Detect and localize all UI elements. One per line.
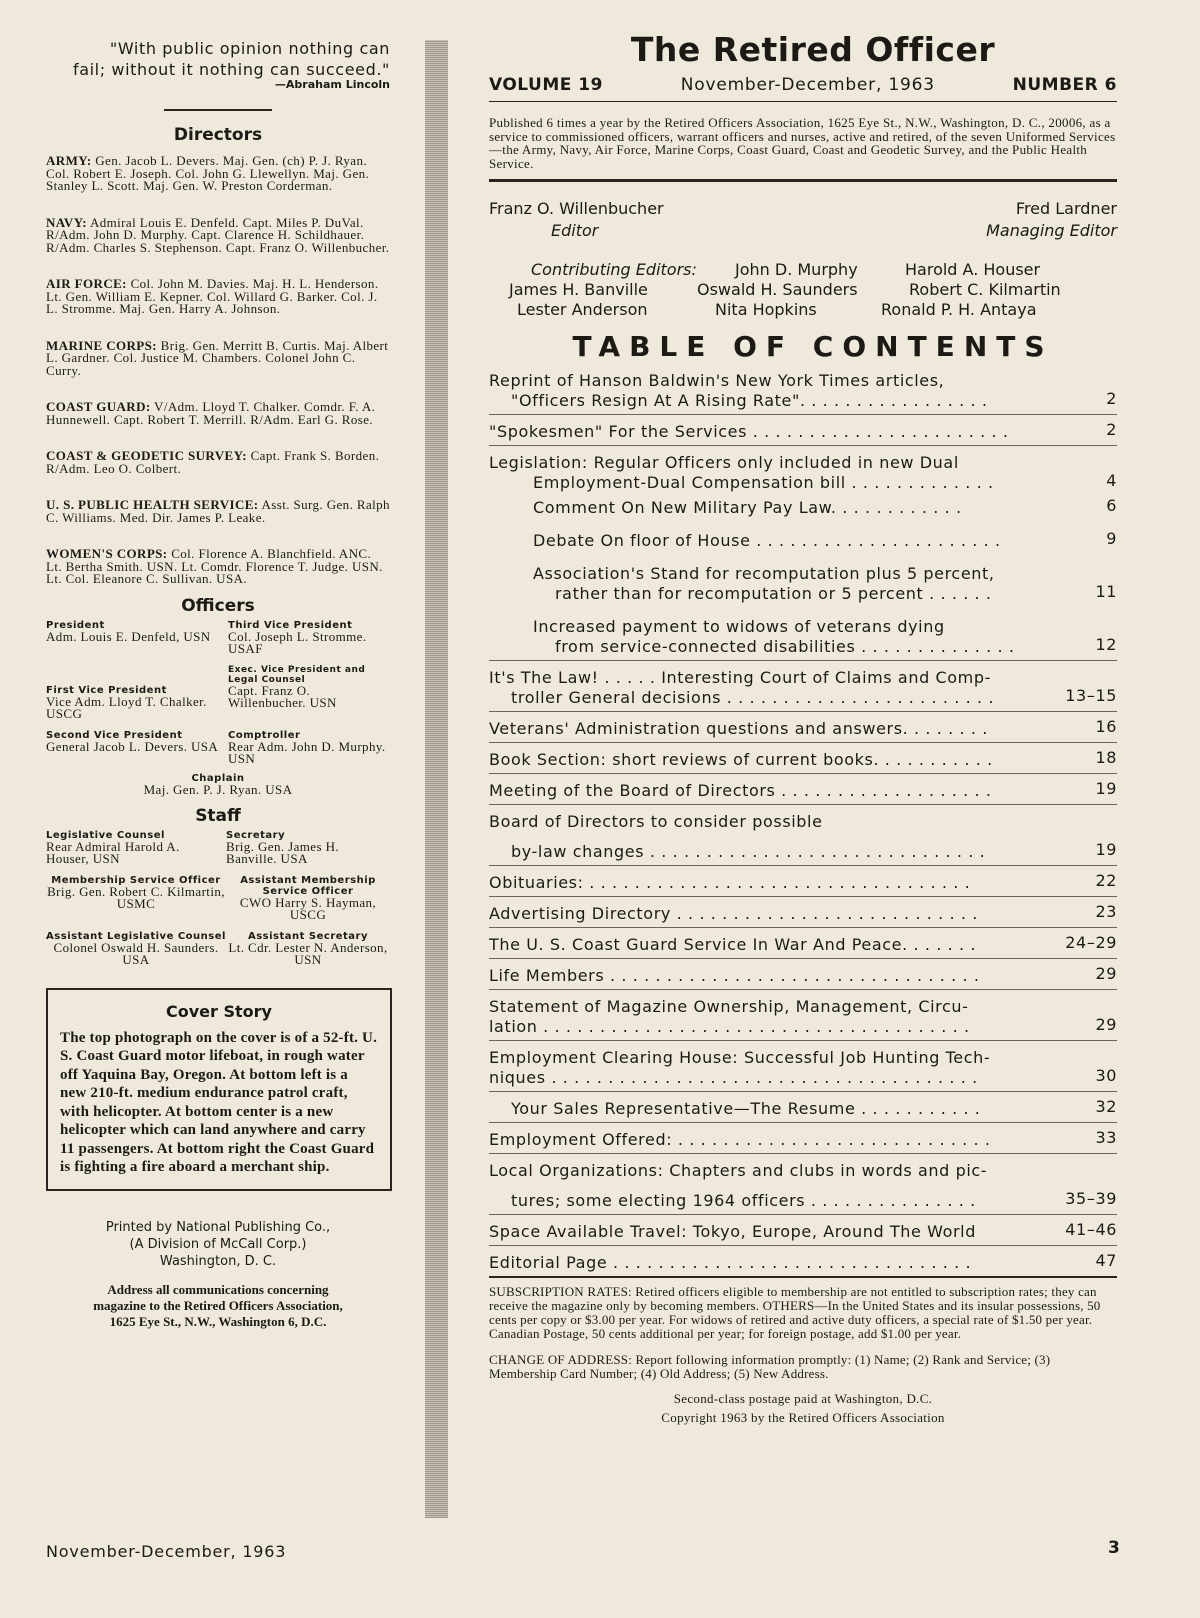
toc-page: 12 xyxy=(1095,635,1117,654)
toc-entry[interactable]: Life Members . . . . . . . . . . . . . . . . . . . . . . . . . . . . . . . . . 29 xyxy=(489,966,1117,990)
officer-entry: Second Vice President General Jacob L. Devers. USA xyxy=(46,729,219,754)
directors-coast-geodetic: COAST & GEODETIC SURVEY: Capt. Frank S. Borden. R/Adm. Leo O. Colbert. xyxy=(46,448,380,476)
toc-entry[interactable]: Your Sales Representative—The Resume . . . . . . . . . . . 32 xyxy=(489,1099,1117,1123)
officer-entry: First Vice President Vice Adm. Lloyd T. Chalker. USCG xyxy=(46,684,207,721)
toc-entry[interactable]: Book Section: short reviews of current books. . . . . . . . . . . 18 xyxy=(489,750,1117,774)
editor-title: Editor xyxy=(551,221,599,240)
quote-line: "With public opinion nothing can xyxy=(109,39,390,58)
printer-credit: Printed by National Publishing Co., (A Division of McCall Corp.) Washington, D. C. xyxy=(105,1219,331,1269)
page-number: 3 xyxy=(1108,1538,1120,1558)
toc-entry[interactable]: It's The Law! . . . . . Interesting Court of Claims and Comp- troller General decisions . . . . . . . . . . . . . . . . . . . . . . . . 13–15 xyxy=(489,668,1117,712)
officers-grid xyxy=(46,620,390,775)
toc-entry[interactable]: Employment Offered: . . . . . . . . . . . . . . . . . . . . . . . . . . . . 33 xyxy=(489,1130,1117,1154)
issue-info-row xyxy=(489,75,1117,95)
toc-page: 35–39 xyxy=(1065,1189,1117,1208)
subscription-rates: SUBSCRIPTION RATES: Retired officers eligible to membership are not entitled to subscription rates; they can receive the magazine only by becoming members. OTHERS—In the United States and its insular possessions, 50 cents per copy or $3.00 per year. For widows of retired and active duty officers, a special rate of $1.50 per year. Canadian Postage, 50 cents additional per year; for foreign postage, add $1.00 per year. xyxy=(489,1284,1101,1341)
postage-notice: Second-class postage paid at Washington, D.C. Copyright 1963 by the Retired Officers Association xyxy=(489,1389,1117,1427)
directors-navy: NAVY: Admiral Louis E. Denfeld. Capt. Miles P. DuVal. R/Adm. John D. Murphy. Capt. Clarence H. Schildhauer. R/Adm. Charles S. Stephenson. Capt. Franz O. Willenbucher. xyxy=(46,214,390,255)
toc-entry[interactable]: "Spokesmen" For the Services . . . . . . . . . . . . . . . . . . . . . . . 2 xyxy=(489,422,1117,446)
directors-air-force: AIR FORCE: Col. John M. Davies. Maj. H. L. Henderson. Lt. Gen. William E. Kepner. Col. Willard G. Barker. Col. J. L. Stromme. Maj. Gen. Harry A. Johnson. xyxy=(46,276,379,316)
directors-public-health: U. S. PUBLIC HEALTH SERVICE: Asst. Surg. Gen. Ralph C. Williams. Med. Dir. James P. Leake. xyxy=(46,497,390,525)
toc-entry[interactable]: Comment On New Military Pay Law. . . . . . . . . . . . 6 xyxy=(533,496,1117,517)
toc-entry[interactable]: Veterans' Administration questions and answers. . . . . . . . 16 xyxy=(489,719,1117,743)
directors-list xyxy=(46,155,390,586)
copyright: Copyright 1963 by the Retired Officers Association xyxy=(661,1410,945,1425)
publication-notice: Published 6 times a year by the Retired Officers Association, 1625 Eye St., N.W., Washington, D. C., 20006, as a service to commissioned officers, warrant officers and nurses, active and retired, of the seven Uniformed Services—the Army, Navy, Air Force, Marine Corps, Coast Guard, Coast and Geodetic Survey, and the Public Health Service. xyxy=(489,115,1116,171)
toc-page: 13–15 xyxy=(1065,686,1117,705)
toc-entry[interactable]: Advertising Directory . . . . . . . . . . . . . . . . . . . . . . . . . . . 23 xyxy=(489,904,1117,928)
toc-entry[interactable]: Board of Directors to consider possible by-law changes . . . . . . . . . . . . . . . . . . . . . . . . . . . . . . 19 xyxy=(489,812,1117,866)
divider xyxy=(164,109,272,111)
toc-page: 30 xyxy=(1095,1066,1117,1085)
toc-page: 19 xyxy=(1095,779,1117,798)
managing-editor-name: Fred Lardner xyxy=(1015,199,1117,218)
contrib-name: Nita Hopkins xyxy=(715,300,817,319)
toc-entry[interactable]: Association's Stand for recomputation plus 5 percent, rather than for recomputation or 5 percent . . . . . . 11 xyxy=(533,564,1117,603)
change-of-address: CHANGE OF ADDRESS: Report following information promptly: (1) Name; (2) Rank and Service; (3) Membership Card Number; (4) Old Address; (5) New Address. xyxy=(489,1352,1051,1381)
officer-entry: Third Vice President Col. Joseph L. Stromme. USAF xyxy=(228,619,367,656)
toc-entry[interactable]: Employment Clearing House: Successful Job Hunting Tech- niques . . . . . . . . . . . . . . . . . . . . . . . . . . . . . . . . . . . . . . 30 xyxy=(489,1048,1117,1092)
toc-page: 29 xyxy=(1095,1015,1117,1034)
contrib-label: Contributing Editors: xyxy=(531,260,697,279)
staff-entry: Assistant Secretary Lt. Cdr. Lester N. Anderson, USN xyxy=(228,930,388,967)
toc-entry[interactable]: Statement of Magazine Ownership, Management, Circu- lation . . . . . . . . . . . . . . . . . . . . . . . . . . . . . . . . . . . . . . 29 xyxy=(489,997,1117,1041)
right-column xyxy=(489,30,1117,1427)
contrib-name: Robert C. Kilmartin xyxy=(909,280,1061,299)
quote-attribution: —Abraham Lincoln xyxy=(274,78,390,91)
editor-block xyxy=(489,198,664,242)
footer-date: November-December, 1963 xyxy=(46,1542,287,1561)
staff-entry: Membership Service Officer Brig. Gen. Robert C. Kilmartin, USMC xyxy=(47,874,225,911)
directors-heading: Directors xyxy=(173,125,263,145)
contributing-editors xyxy=(489,260,1117,324)
volume-label: VOLUME 19 xyxy=(489,75,603,95)
editor-name: Franz O. Willenbucher xyxy=(489,199,664,218)
contrib-name: Lester Anderson xyxy=(517,300,648,319)
toc-entry[interactable]: Reprint of Hanson Baldwin's New York Times articles, "Officers Resign At A Rising Rate". . . . . . . . . . . . . . . . . 2 xyxy=(489,371,1117,415)
staff-grid xyxy=(46,830,390,976)
toc-page: 32 xyxy=(1095,1097,1117,1116)
toc-entry[interactable]: Legislation: Regular Officers only included in new Dual Employment-Dual Compensation bill . . . . . . . . . . . . . 4 xyxy=(489,453,1117,492)
staff-entry: Legislative Counsel Rear Admiral Harold A. Houser, USN xyxy=(46,829,180,866)
toc-entry[interactable]: Local Organizations: Chapters and clubs in words and pic- tures; some electing 1964 officers . . . . . . . . . . . . . . . 35–39 xyxy=(489,1161,1117,1215)
mailing-address: Address all communications concerning magazine to the Retired Officers Association, 1625 Eye St., N.W., Washington 6, D.C. xyxy=(93,1281,343,1329)
managing-editor-title: Managing Editor xyxy=(986,221,1117,240)
left-column xyxy=(46,38,390,1330)
toc-page: 29 xyxy=(1095,964,1117,983)
cover-story-box xyxy=(46,988,392,1191)
toc-page: 24–29 xyxy=(1065,933,1117,952)
toc-entry[interactable]: Editorial Page . . . . . . . . . . . . . . . . . . . . . . . . . . . . . . . . 47 xyxy=(489,1253,1117,1278)
contrib-name: Ronald P. H. Antaya xyxy=(881,300,1037,319)
cover-story-text: The top photograph on the cover is of a 52-ft. U. S. Coast Guard motor lifeboat, in rough water off Yaquina Bay, Oregon. At bottom left is a new 210-ft. medium endurance patrol craft, with helicopter. At bottom center is a new helicopter which can land anywhere and carry 11 passengers. At bottom right the Coast Guard is fighting a fire aboard a merchant ship. xyxy=(60,1029,378,1175)
directors-womens-corps: WOMEN'S CORPS: Col. Florence A. Blanchfield. ANC. Lt. Bertha Smith. USN. Lt. Comdr. Florence T. Judge. USN. Lt. Col. Eleanore C. Sullivan. USA. xyxy=(46,546,383,586)
toc-entry[interactable]: Debate On floor of House . . . . . . . . . . . . . . . . . . . . . . 9 xyxy=(533,529,1117,550)
toc-page: 19 xyxy=(1095,840,1117,859)
divider xyxy=(489,101,1117,102)
directors-marine-corps: MARINE CORPS: Brig. Gen. Merritt B. Curtis. Maj. Albert L. Gardner. Col. Justice M. Chambers. Colonel John C. Curry. xyxy=(46,337,389,378)
managing-editor-block xyxy=(986,198,1117,242)
toc-page: 4 xyxy=(1106,471,1117,490)
toc-entry[interactable]: Meeting of the Board of Directors . . . . . . . . . . . . . . . . . . . 19 xyxy=(489,781,1117,805)
table-of-contents xyxy=(489,371,1117,1278)
toc-page: 47 xyxy=(1095,1251,1117,1270)
staff-entry: Secretary Brig. Gen. James H. Banville. USA xyxy=(226,829,340,866)
toc-page: 9 xyxy=(1106,529,1117,548)
contrib-name: James H. Banville xyxy=(509,280,648,299)
editors-row xyxy=(489,198,1117,242)
lincoln-quote xyxy=(46,38,390,80)
contrib-name: Harold A. Houser xyxy=(905,260,1041,279)
officer-entry: Exec. Vice President and Legal Counsel Capt. Franz O. Willenbucher. USN xyxy=(228,664,366,710)
toc-entry[interactable]: Space Available Travel: Tokyo, Europe, Around The World 41–46 xyxy=(489,1222,1117,1246)
toc-page: 23 xyxy=(1095,902,1117,921)
center-gutter xyxy=(425,40,448,1518)
toc-page: 2 xyxy=(1106,389,1117,408)
toc-page: 18 xyxy=(1095,748,1117,767)
toc-entry[interactable]: Obituaries: . . . . . . . . . . . . . . . . . . . . . . . . . . . . . . . . . . 22 xyxy=(489,873,1117,897)
directors-coast-guard: COAST GUARD: V/Adm. Lloyd T. Chalker. Comdr. F. A. Hunnewell. Capt. Robert T. Merrill. R/Adm. Earl G. Rose. xyxy=(46,399,376,427)
officers-heading: Officers xyxy=(181,595,255,616)
officer-entry: Comptroller Rear Adm. John D. Murphy. USN xyxy=(228,729,386,766)
chaplain-entry: Chaplain Maj. Gen. P. J. Ryan. USA xyxy=(143,772,293,797)
staff-heading: Staff xyxy=(195,805,241,826)
toc-page: 16 xyxy=(1095,717,1117,736)
staff-entry: Assistant Membership Service Officer CWO Harry S. Hayman, USCG xyxy=(239,874,377,922)
toc-page: 2 xyxy=(1106,420,1117,439)
number-label: NUMBER 6 xyxy=(1012,75,1117,95)
contrib-name: Oswald H. Saunders xyxy=(697,280,858,299)
toc-page: 6 xyxy=(1106,496,1117,515)
toc-page: 22 xyxy=(1095,871,1117,890)
divider xyxy=(489,179,1117,182)
toc-page: 41–46 xyxy=(1065,1220,1117,1239)
directors-army: ARMY: Gen. Jacob L. Devers. Maj. Gen. (ch) P. J. Ryan. Col. Robert E. Joseph. Col. John G. Llewellyn. Maj. Gen. Stanley L. Scott. Maj. Gen. W. Preston Corderman. xyxy=(46,153,370,193)
contrib-name: John D. Murphy xyxy=(735,260,858,279)
cover-story-title: Cover Story xyxy=(166,1001,272,1021)
toc-entry[interactable]: Increased payment to widows of veterans dying from service-connected disabilities . . . . . . . . . . . . . . 12 xyxy=(489,617,1117,661)
quote-line: fail; without it nothing can succeed." xyxy=(72,60,390,79)
issue-date: November-December, 1963 xyxy=(680,75,935,95)
staff-entry: Assistant Legislative Counsel Colonel Oswald H. Saunders. USA xyxy=(46,930,226,967)
officer-entry: President Adm. Louis E. Denfeld, USN xyxy=(46,619,211,644)
toc-page: 11 xyxy=(1095,582,1117,601)
toc-entry[interactable]: The U. S. Coast Guard Service In War And Peace. . . . . . . 24–29 xyxy=(489,935,1117,959)
masthead-title: The Retired Officer xyxy=(630,30,996,69)
toc-title: TABLE OF CONTENTS xyxy=(572,330,1054,363)
toc-page: 33 xyxy=(1095,1128,1117,1147)
